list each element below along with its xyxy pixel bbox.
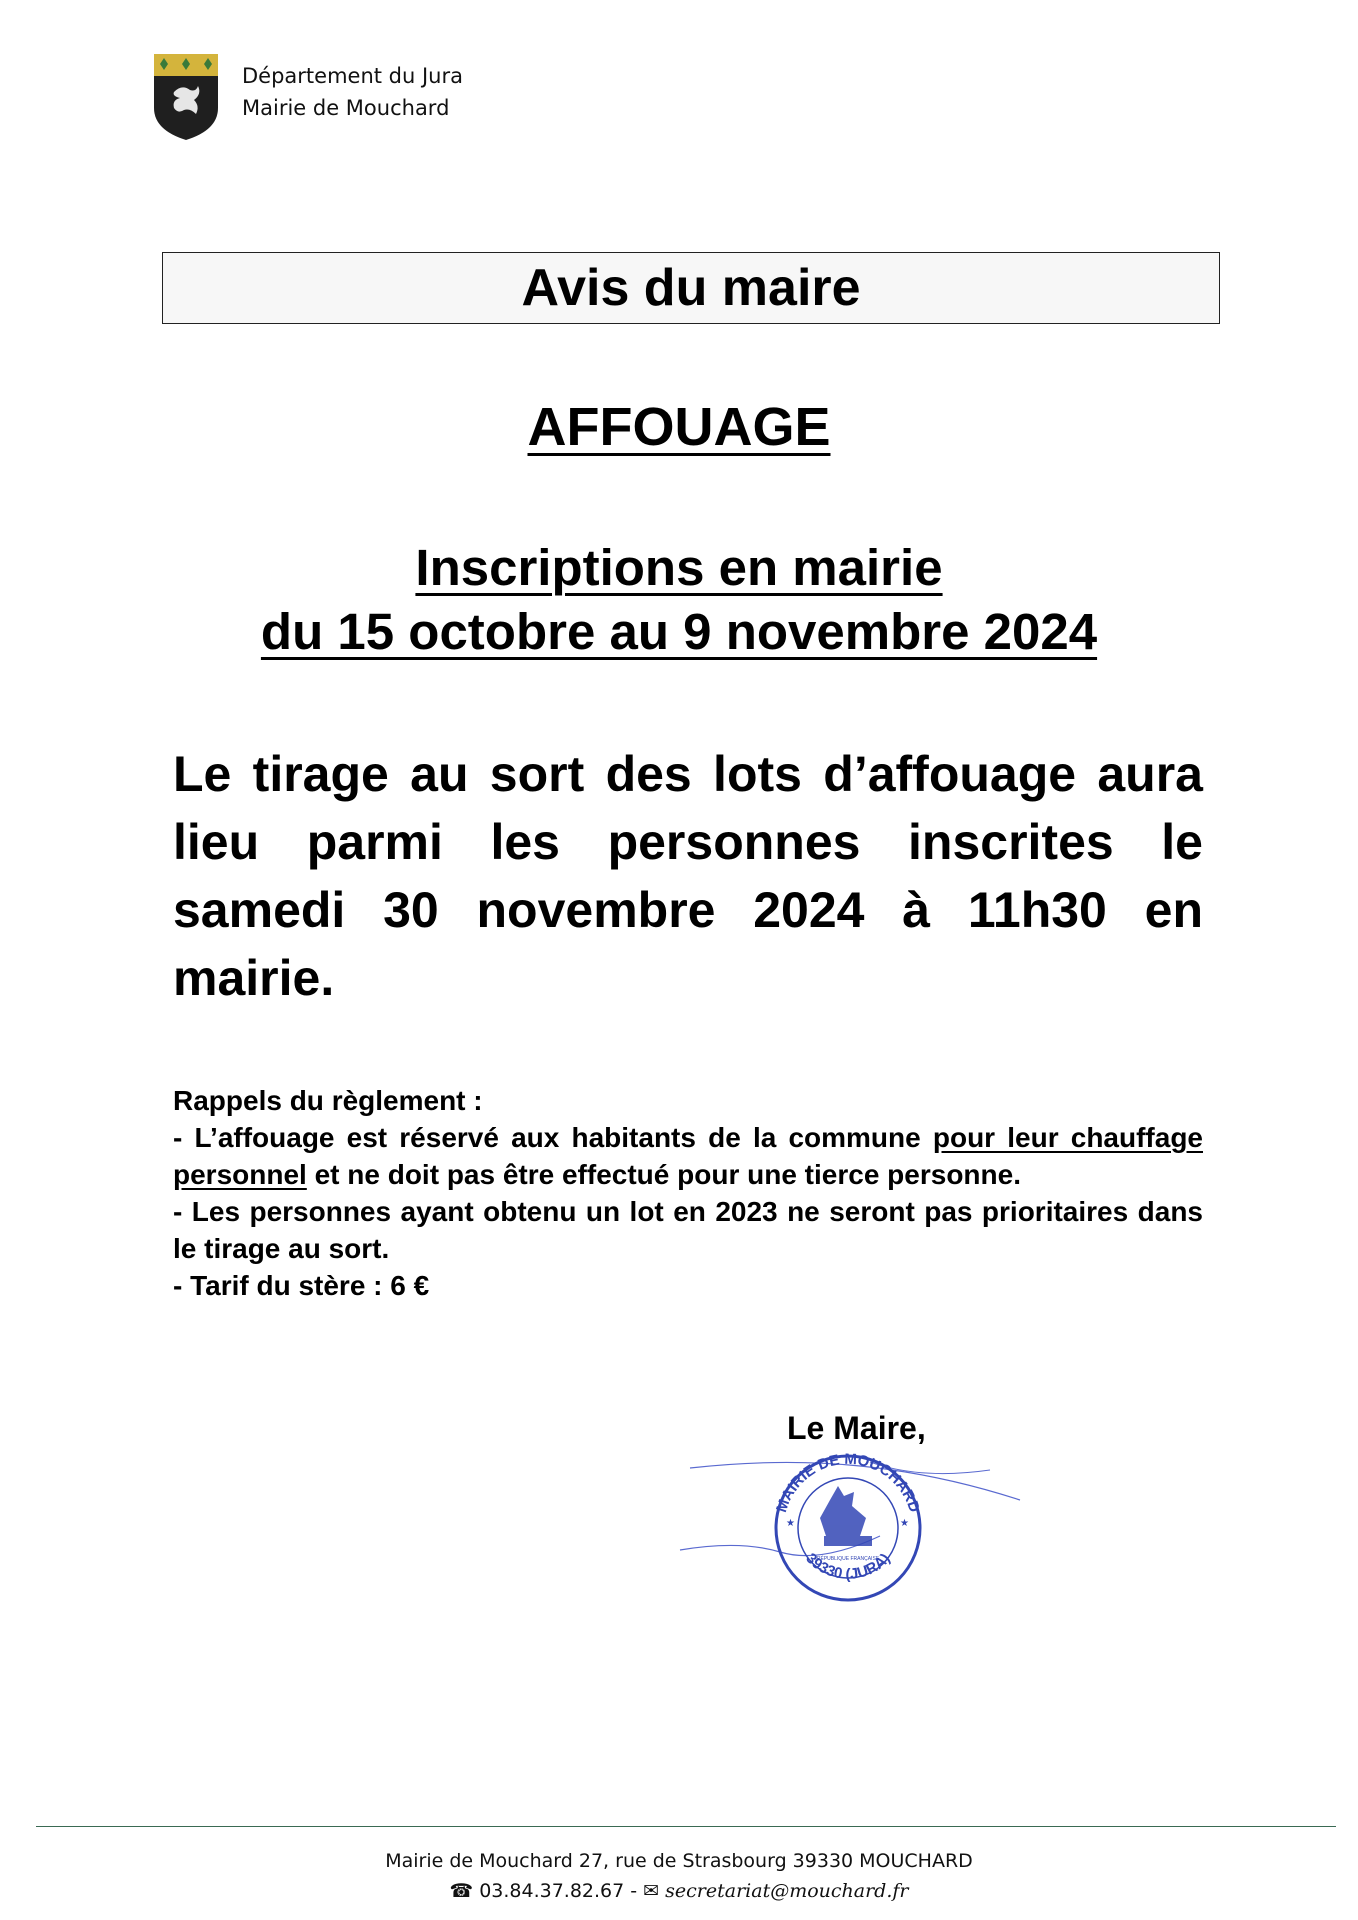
inscriptions-period bbox=[0, 536, 1358, 664]
footer-separator: - bbox=[630, 1880, 638, 1902]
svg-text:39330 (JURA) bbox=[802, 1550, 893, 1583]
stamp-top-text: MAIRIE DE MOUCHARD bbox=[773, 1450, 923, 1515]
inscriptions-line-1: Inscriptions en mairie bbox=[415, 539, 943, 596]
rules-reminder bbox=[173, 1082, 1203, 1304]
footer-email[interactable]: secretariat@mouchard.fr bbox=[665, 1880, 909, 1902]
coat-of-arms-icon bbox=[146, 50, 226, 142]
rule-item-heating-emphasis: pour leur chauffage personnel bbox=[173, 1122, 1203, 1190]
signature-label: Le Maire, bbox=[787, 1410, 926, 1446]
stamp-small-text: RÉPUBLIQUE FRANÇAISE bbox=[816, 1556, 880, 1562]
mairie-name: Mairie de Mouchard bbox=[242, 96, 450, 120]
notice-title: Avis du maire bbox=[521, 259, 861, 317]
department-name: Département du Jura bbox=[242, 64, 463, 88]
phone-icon: ☎ bbox=[449, 1880, 474, 1902]
main-title: AFFOUAGE bbox=[527, 397, 831, 457]
footer-divider bbox=[36, 1826, 1336, 1827]
rule-item-heating-rest: et ne doit pas être effectué pour une tierce personne. bbox=[306, 1159, 1021, 1190]
svg-text:★: ★ bbox=[786, 1518, 795, 1529]
rule-item-heating-text: - L’affouage est réservé aux habitants de la commune bbox=[173, 1122, 933, 1153]
letterhead bbox=[146, 50, 546, 140]
stamp-bottom-text: 39330 (JURA) bbox=[802, 1550, 894, 1583]
rule-item-priority: - Les personnes ayant obtenu un lot en 2023 ne seront pas prioritaires dans le tirage au sort. bbox=[173, 1196, 1203, 1264]
draw-announcement: Le tirage au sort des lots d’affouage aura lieu parmi les personnes inscrites le samedi 30 novembre 2024 à 11h30 en mairie. bbox=[173, 746, 1203, 1006]
envelope-icon: ✉ bbox=[643, 1880, 660, 1902]
notice-title-box bbox=[162, 252, 1220, 324]
svg-text:★: ★ bbox=[900, 1518, 909, 1529]
footer-phone: 03.84.37.82.67 bbox=[479, 1880, 625, 1902]
rule-item-heating bbox=[173, 1119, 1203, 1193]
mayor-stamp bbox=[660, 1440, 1030, 1610]
footer-contact bbox=[0, 1880, 1358, 1902]
footer-address: Mairie de Mouchard 27, rue de Strasbourg 39330 MOUCHARD bbox=[385, 1850, 973, 1872]
inscriptions-line-2: du 15 octobre au 9 novembre 2024 bbox=[260, 603, 1098, 660]
rules-heading: Rappels du règlement : bbox=[173, 1085, 483, 1116]
rule-item-price: - Tarif du stère : 6 € bbox=[173, 1270, 430, 1301]
